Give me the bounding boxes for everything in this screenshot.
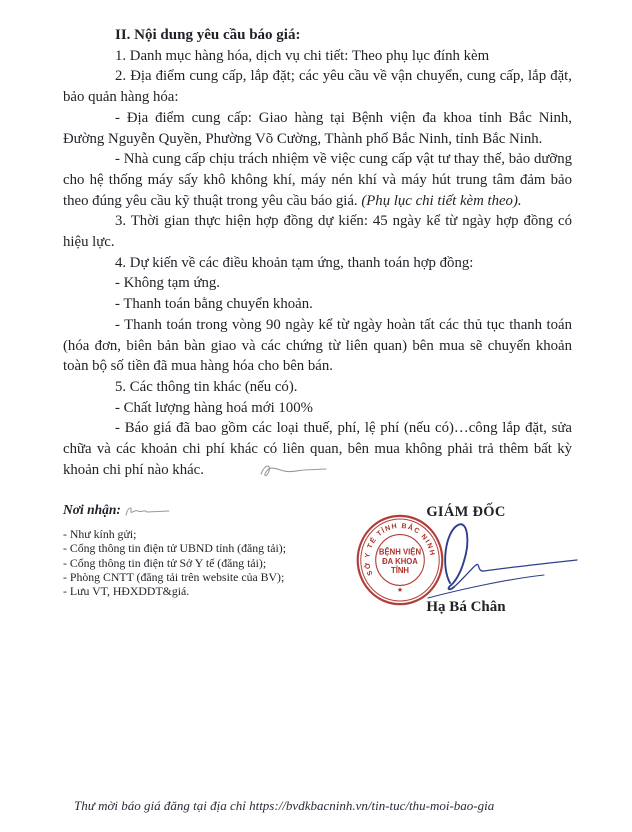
director-signature <box>420 515 585 615</box>
paragraph <box>63 66 572 107</box>
document-body <box>63 25 572 484</box>
footer-note: Thư mời báo giá đăng tại địa chỉ https://bvdkbacninh.vn/tin-tuc/thu-moi-bao-gia <box>74 798 495 813</box>
paragraph-text: 1. Danh mục hàng hóa, dịch vụ chi tiết: Theo phụ lục đính kèm <box>115 47 490 64</box>
handwritten-mark-icon <box>123 504 173 523</box>
paragraph-text: - Chất lượng hàng hoá mới 100% <box>115 399 313 416</box>
paragraph-text: - Báo giá đã bao gồm các loại thuế, phí, lệ phí (nếu có)…công lắp đặt, sửa chữa và các khoản chi phí khác có liên quan, bên mua không phải trả thêm bất kỳ khoản chi phí nào khác. <box>63 420 572 478</box>
seal-center-line-3: TỈNH <box>390 566 410 576</box>
recipients-header <box>63 501 363 523</box>
seal-center-line-1: BỆNH VIỆN <box>378 547 422 557</box>
signature-icon <box>420 515 585 610</box>
paragraph <box>63 315 572 377</box>
recipients-list <box>63 527 363 598</box>
paragraph <box>63 398 572 419</box>
paragraph-italic-note: (Phụ lục chi tiết kèm theo). <box>361 192 522 209</box>
paragraph <box>63 211 572 252</box>
recipient-item: - Như kính gửi; <box>63 527 137 541</box>
paragraph-text: 4. Dự kiến về các điều khoản tạm ứng, thanh toán hợp đồng: <box>115 254 474 271</box>
recipient-item: - Phòng CNTT (đăng tải trên website của BV); <box>63 569 285 584</box>
handwritten-initials-icon <box>206 462 330 485</box>
paragraph-text: - Không tạm ứng. <box>115 275 221 292</box>
recipient-item: - Cổng thông tin điện tử UBND tỉnh (đăng tải); <box>63 541 286 556</box>
paragraph-text: 5. Các thông tin khác (nếu có). <box>115 378 298 395</box>
paragraph <box>63 46 572 67</box>
paragraph-text: - Thanh toán bằng chuyển khoản. <box>115 296 313 313</box>
recipient-item: - Lưu VT, HĐXDDT&giá. <box>63 584 190 599</box>
recipients-block <box>63 501 363 598</box>
paragraph-text: - Địa điểm cung cấp: Giao hàng tại Bệnh viện đa khoa tỉnh Bắc Ninh, Đường Nguyễn Quyền, Phường Võ Cường, Thành phố Bắc Ninh, tỉnh Bắc Ninh. <box>63 109 572 147</box>
recipient-item: - Cổng thông tin điện tử Sở Y tế (đăng tải); <box>63 555 267 570</box>
paragraph <box>63 253 572 274</box>
seal-ring-text: SỞ Y TẾ TỈNH BẮC NINH <box>364 522 436 577</box>
paragraph <box>63 149 572 211</box>
paragraph <box>63 418 572 484</box>
paragraph <box>63 273 572 294</box>
paragraph-text: 3. Thời gian thực hiện hợp đồng dự kiến: 45 ngày kể từ ngày hợp đồng có hiệu lực. <box>63 213 572 251</box>
section-title: II. Nội dung yêu cầu báo giá: <box>115 27 301 43</box>
paragraph <box>63 294 572 315</box>
signer-name: Hạ Bá Chân <box>426 599 506 615</box>
paragraph-text: - Nhà cung cấp chịu trách nhiệm về việc cung cấp vật tư thay thế, bảo dưỡng cho hệ thống máy sấy khô không khí, máy nén khí và máy hút trung tâm đảm bảo theo đúng yêu cầu kỹ thuật trong yêu cầu báo giá. <box>63 151 572 209</box>
paragraph <box>63 108 572 149</box>
star-icon: ★ <box>396 586 404 595</box>
director-title: GIÁM ĐỐC <box>426 504 506 520</box>
recipients-label: Nơi nhận: <box>63 502 121 517</box>
paragraph-text: 2. Địa điểm cung cấp, lắp đặt; các yêu cầu về vận chuyển, cung cấp, lắp đặt, bảo quản hàng hóa: <box>63 68 572 106</box>
seal-center-line-2: ĐA KHOA <box>382 556 418 566</box>
paragraph-text: - Thanh toán trong vòng 90 ngày kể từ ngày hoàn tất các thủ tục thanh toán (hóa đơn, biên bản bàn giao và các chứng từ liên quan) bên mua sẽ chuyển khoản toàn bộ số tiền đã mua hàng hóa cho bên bán. <box>63 316 572 375</box>
paragraph <box>63 377 572 398</box>
